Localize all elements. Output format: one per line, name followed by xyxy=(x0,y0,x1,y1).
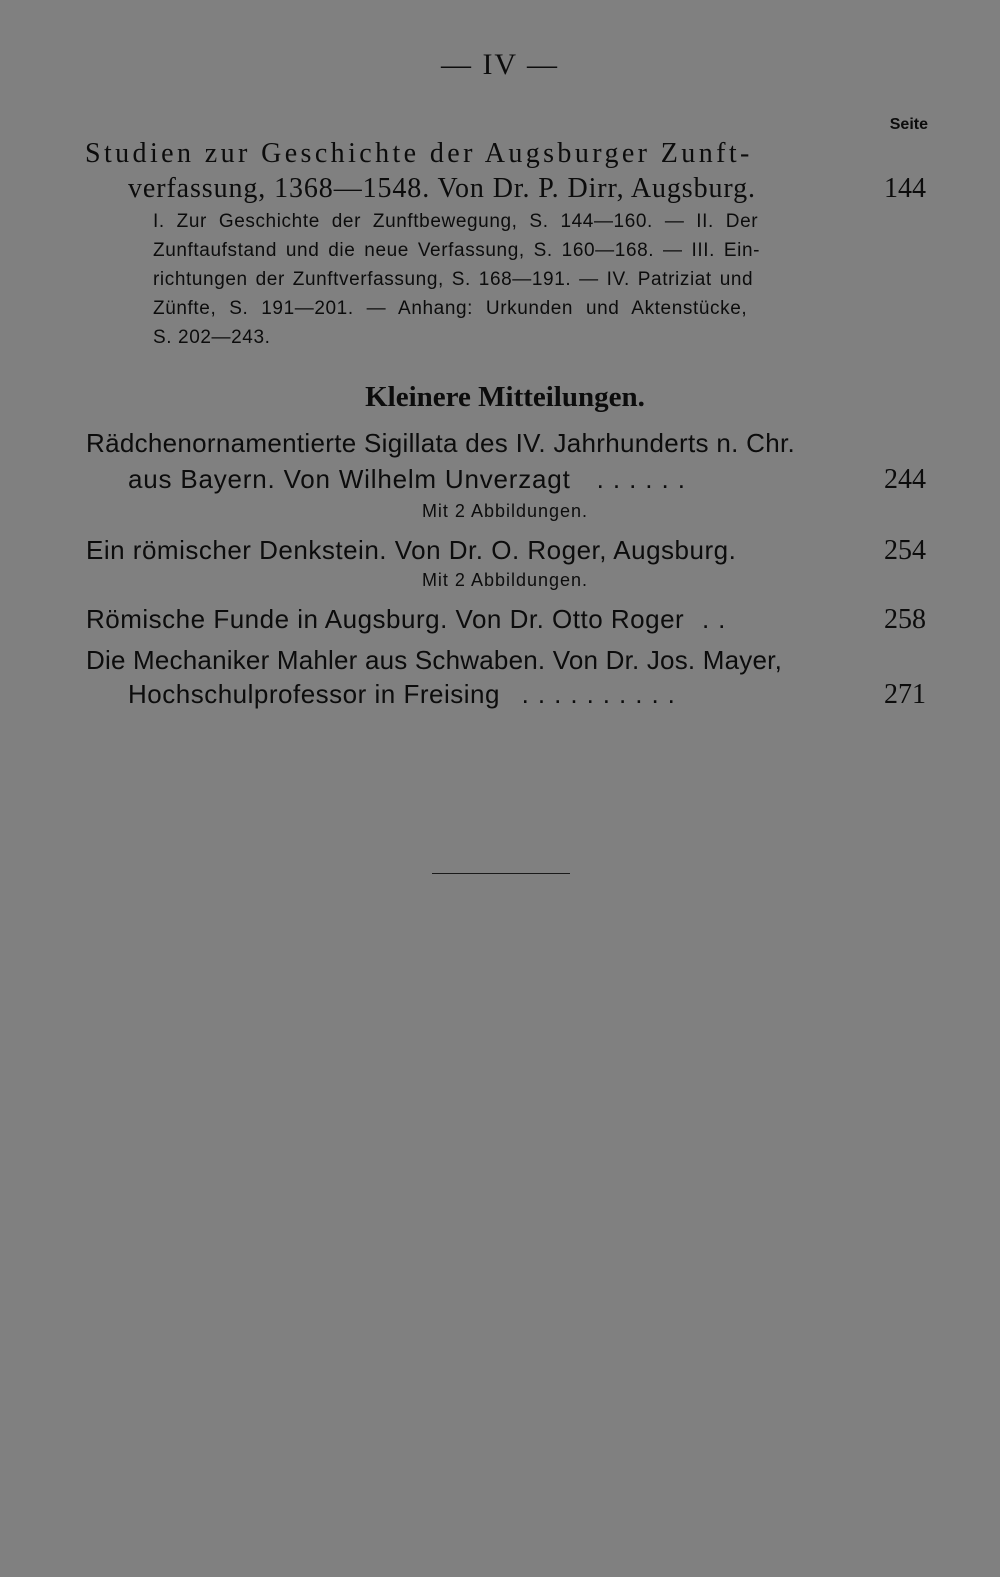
toc-minor-entry-1-text: aus Bayern. Von Wilhelm Unverzagt xyxy=(128,464,571,494)
toc-minor-entry-4-text: Hochschulprofessor in Freising xyxy=(128,679,500,709)
toc-minor-entry-2-line-1: Ein römischer Denkstein. Von Dr. O. Roger, Augsburg. xyxy=(86,535,737,565)
toc-entry-1-title-line-1: Studien zur Geschichte der Augsburger Zunft- xyxy=(85,138,753,169)
toc-minor-entry-3-text: Römische Funde in Augsburg. Von Dr. Otto Roger xyxy=(86,604,685,634)
toc-minor-entry-1-line-2 xyxy=(128,464,694,495)
toc-minor-entry-4-line-2 xyxy=(128,679,684,710)
page-number: — IV — xyxy=(440,48,560,81)
toc-minor-entry-1-caption: Mit 2 Abbildungen. xyxy=(421,501,589,521)
toc-entry-1-detail-2: Zunftaufstand und die neue Verfassung, S. 160—168. — III. Ein- xyxy=(153,240,761,261)
toc-minor-entry-2-caption: Mit 2 Abbildungen. xyxy=(421,570,589,590)
seite-column-label: Seite xyxy=(889,116,928,133)
toc-entry-1-page: 144 xyxy=(884,173,926,204)
toc-entry-1-detail-3: richtungen der Zunftverfassung, S. 168—191. — IV. Patriziat und xyxy=(153,269,754,290)
toc-minor-entry-3-line-1 xyxy=(86,604,734,635)
toc-minor-entry-4-leader-dots: .......... xyxy=(521,679,684,709)
toc-entry-1-title-line-2: verfassung, 1368—1548. Von Dr. P. Dirr, Augsburg. xyxy=(128,173,756,204)
toc-entry-1-detail-1: I. Zur Geschichte der Zunftbewegung, S. 144—160. — II. Der xyxy=(153,211,759,232)
toc-entry-1-detail-4: Zünfte, S. 191—201. — Anhang: Urkunden und Aktenstücke, xyxy=(153,298,748,319)
toc-minor-entry-3-leader-dots: .. xyxy=(701,604,735,634)
toc-minor-entry-2-page: 254 xyxy=(884,535,926,566)
toc-minor-entry-4-page: 271 xyxy=(884,679,926,710)
section-heading: Kleinere Mitteilungen. xyxy=(365,381,645,413)
toc-minor-entry-1-line-1: Rädchenornamentierte Sigillata des IV. Jahrhunderts n. Chr. xyxy=(86,428,796,458)
toc-minor-entry-1-leader-dots: ...... xyxy=(596,464,694,494)
toc-minor-entry-3-page: 258 xyxy=(884,604,926,635)
toc-minor-entry-1-page: 244 xyxy=(884,464,926,495)
toc-entry-1-detail-5: S. 202—243. xyxy=(153,327,271,348)
toc-minor-entry-4-line-1: Die Mechaniker Mahler aus Schwaben. Von Dr. Jos. Mayer, xyxy=(86,645,782,675)
closing-rule xyxy=(432,873,570,874)
